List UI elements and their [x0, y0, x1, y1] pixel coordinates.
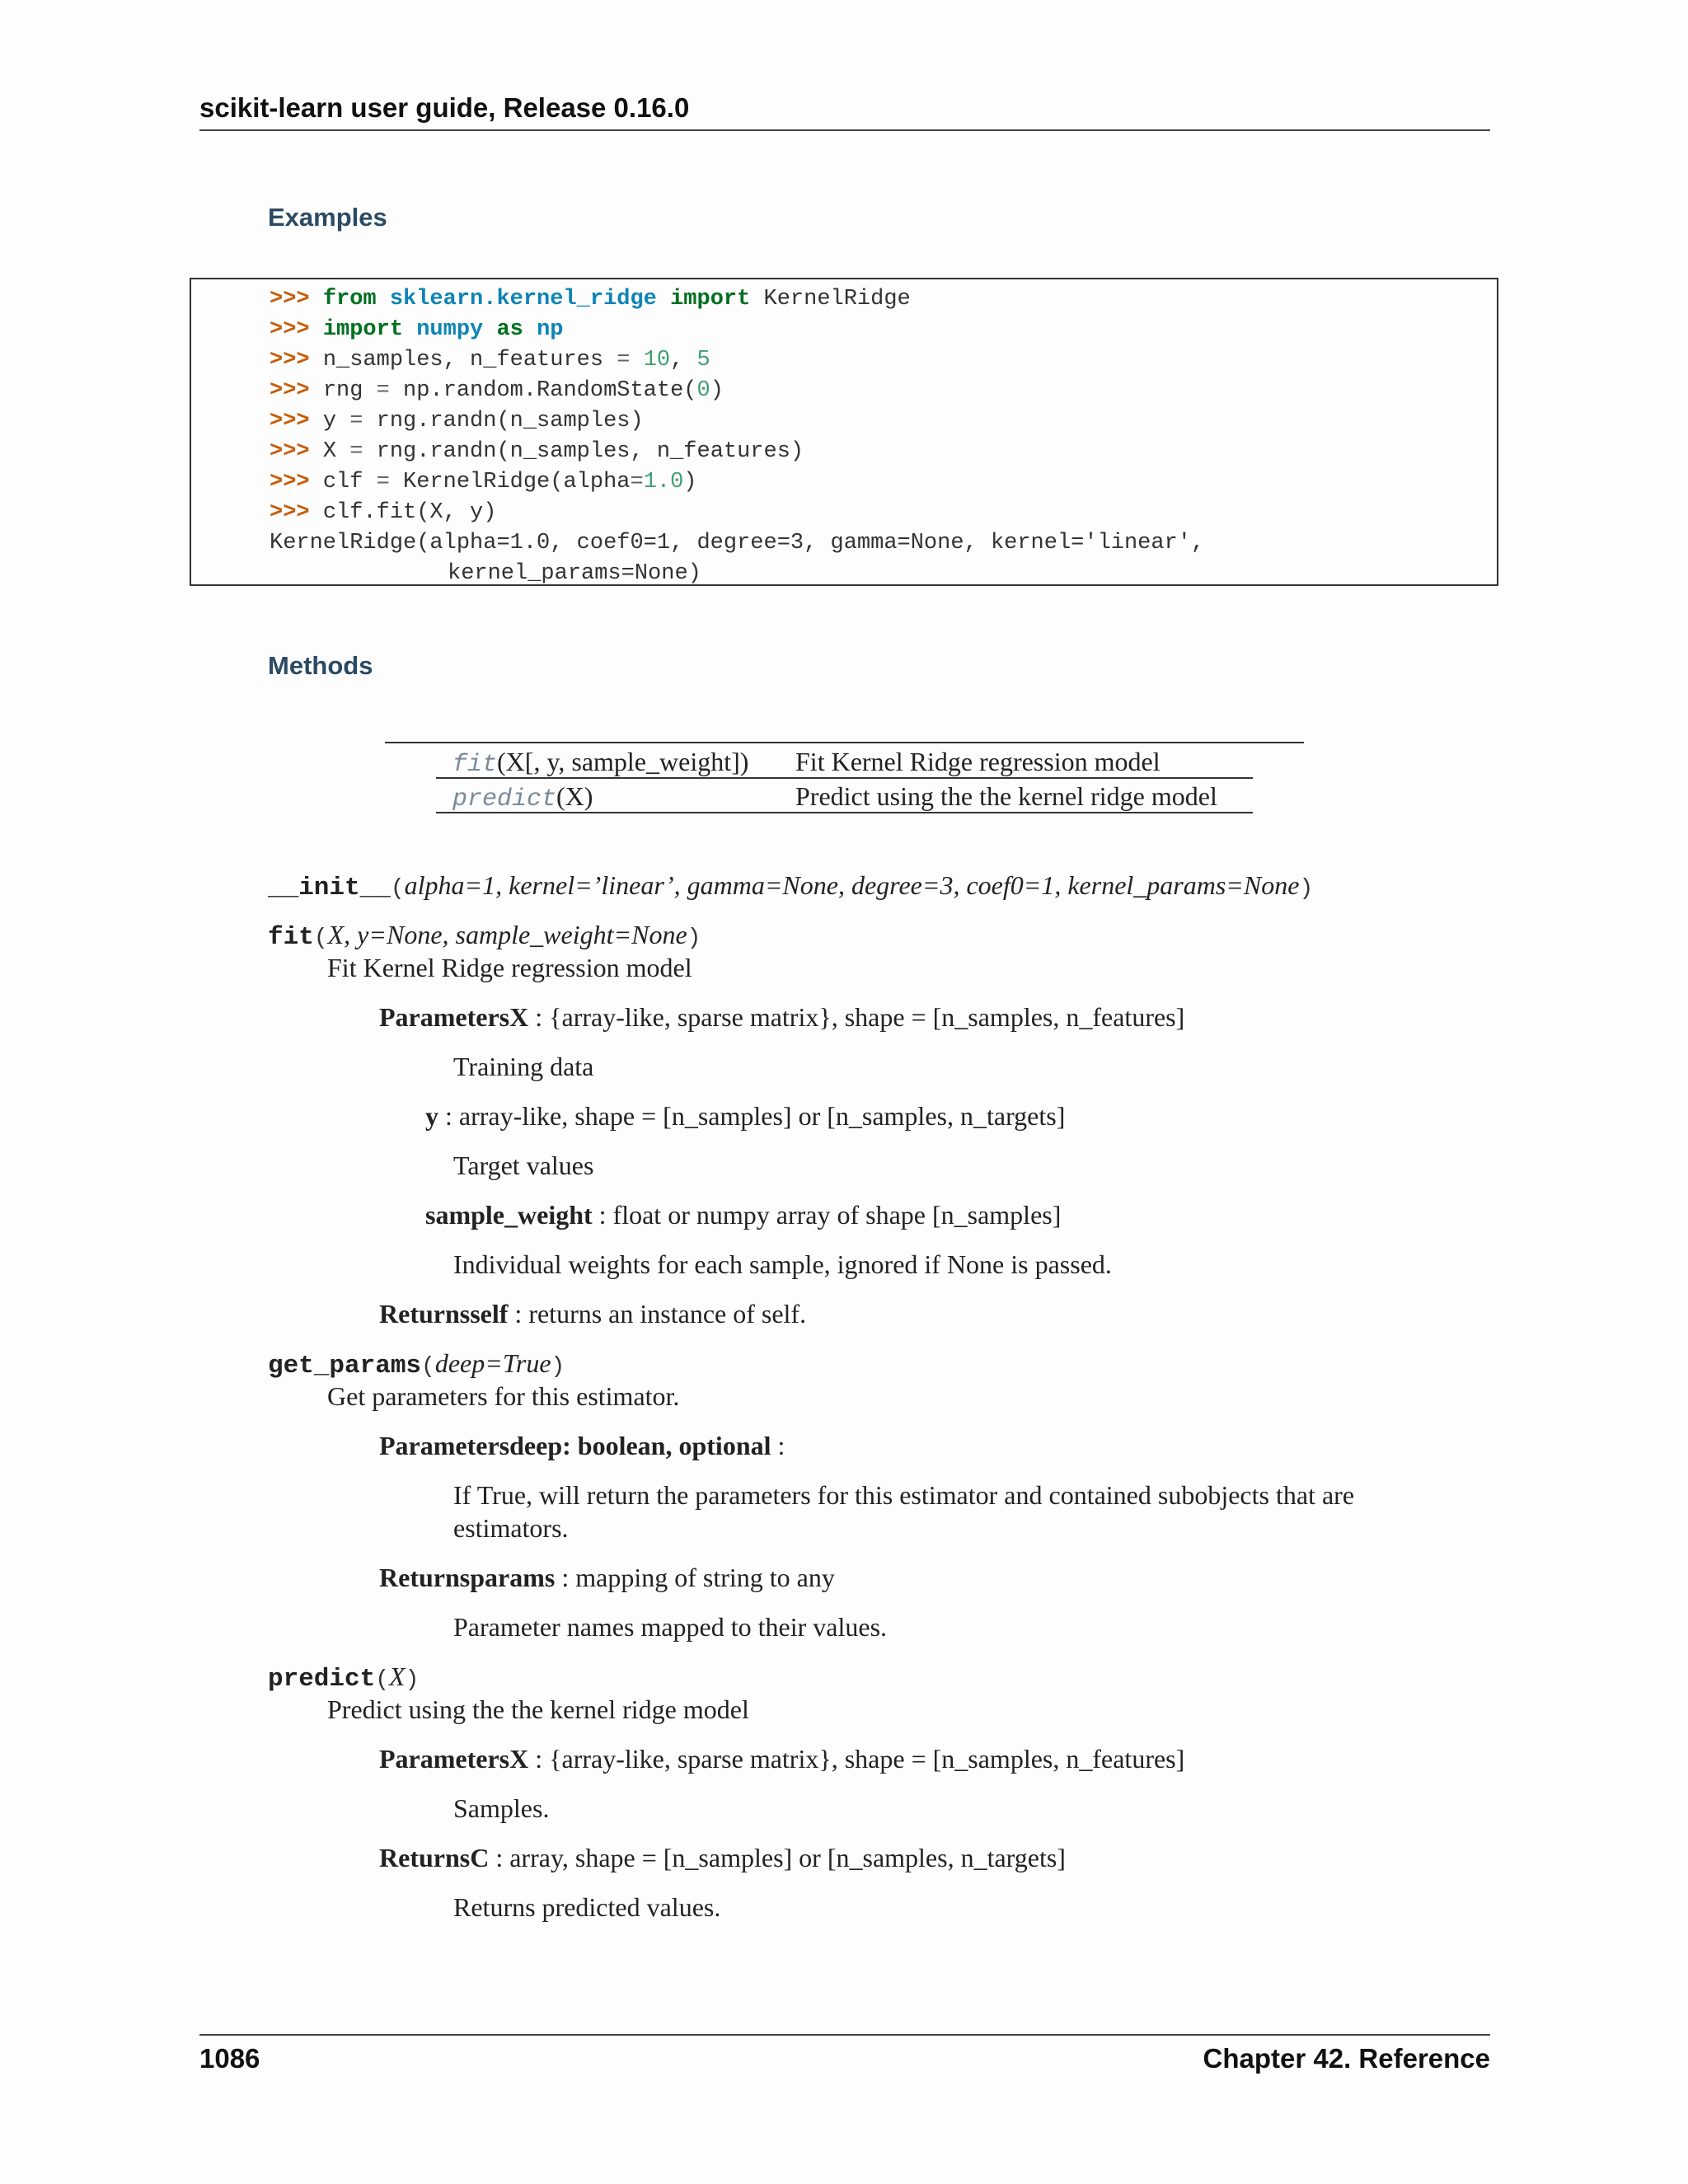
code-prompt: >>>: [270, 500, 310, 525]
code-operator: =: [349, 409, 363, 434]
code-text: rng: [322, 378, 363, 403]
method-summary: Get parameters for this estimator.: [327, 1381, 680, 1411]
returns-label: ReturnsC: [379, 1843, 490, 1872]
param-description: Samples.: [453, 1793, 550, 1823]
method-link-fit[interactable]: fit: [452, 751, 498, 779]
param-label: Parametersdeep: boolean, optional: [379, 1431, 771, 1460]
code-line: [270, 408, 644, 434]
param-description: Individual weights for each sample, ignored if None is passed.: [453, 1249, 1112, 1279]
predict-signature: [268, 1661, 419, 1694]
get-params-signature: [268, 1348, 565, 1380]
footer-rule: [199, 2034, 1490, 2036]
code-line: [270, 469, 697, 495]
code-prompt: >>>: [270, 439, 310, 464]
returns-entry: [379, 1563, 835, 1593]
code-prompt: >>>: [270, 470, 310, 494]
fit-signature: [268, 920, 701, 952]
code-operator: =: [617, 348, 631, 373]
code-number: 0: [696, 378, 710, 403]
paren: (: [313, 926, 328, 951]
paren: (: [375, 1667, 390, 1693]
code-text: y: [322, 409, 337, 434]
code-text: ,: [670, 348, 684, 373]
method-args: (X[, y, sample_weight]): [497, 747, 749, 776]
paren: ): [551, 1354, 565, 1380]
code-line: [270, 499, 496, 526]
code-prompt: >>>: [270, 378, 310, 403]
param-type: : array-like, shape = [n_samples] or [n_samples, n_targets]: [438, 1101, 1066, 1131]
method-cell: [452, 781, 593, 813]
param-type: :: [771, 1431, 785, 1460]
code-module: numpy: [416, 317, 484, 342]
param-label: ParametersX: [379, 1002, 529, 1032]
paren: ): [1299, 876, 1314, 902]
code-line: [270, 377, 724, 404]
returns-label: Returnsparams: [379, 1563, 556, 1592]
code-prompt: >>>: [270, 317, 310, 342]
paren: ): [405, 1667, 420, 1693]
code-line: [270, 438, 804, 465]
code-text: KernelRidge(alpha: [403, 470, 631, 494]
code-output: kernel_params=None): [448, 561, 701, 586]
code-keyword: import: [670, 287, 751, 312]
param-type: : float or numpy array of shape [n_samples]: [592, 1200, 1062, 1230]
param-entry: [425, 1101, 1065, 1132]
code-number: 5: [696, 348, 710, 373]
param-description: Training data: [453, 1052, 594, 1081]
param-entry: [379, 1744, 1184, 1774]
method-name: fit: [268, 923, 314, 952]
method-description: Fit Kernel Ridge regression model: [795, 747, 1160, 776]
param-description: If True, will return the parameters for this estimator and contained subobjects that are estimators.: [453, 1480, 1355, 1543]
method-name: predict: [268, 1665, 376, 1694]
code-text: n_samples, n_features: [322, 348, 604, 373]
methods-heading: Methods: [268, 651, 373, 680]
returns-description: Parameter names mapped to their values.: [453, 1612, 888, 1642]
code-operator: =: [376, 378, 390, 403]
method-name: __init__: [268, 874, 391, 902]
code-module: sklearn.kernel_ridge: [389, 287, 657, 312]
param-type: : {array-like, sparse matrix}, shape = [n_samples, n_features]: [528, 1002, 1185, 1032]
method-args: (X): [556, 781, 593, 811]
returns-entry: [379, 1299, 806, 1329]
code-line: [270, 286, 911, 312]
method-description: Predict using the the kernel ridge model: [795, 781, 1217, 811]
table-bottom-rule: [436, 812, 1253, 813]
code-text: ): [710, 378, 724, 403]
code-keyword: as: [496, 317, 523, 342]
header-rule: [199, 129, 1490, 131]
code-example-block: [190, 278, 1498, 586]
param-description: Target values: [453, 1151, 594, 1180]
running-header: scikit-learn user guide, Release 0.16.0: [199, 92, 690, 123]
method-params: alpha=1, kernel=’linear’, gamma=None, degree=3, coef0=1, kernel_params=None: [404, 870, 1300, 900]
returns-entry: [379, 1843, 1066, 1873]
param-type: : {array-like, sparse matrix}, shape = [n_samples, n_features]: [528, 1744, 1185, 1774]
code-text: clf: [322, 470, 363, 494]
code-text: rng.randn(n_samples): [376, 409, 644, 434]
code-text: ): [683, 470, 697, 494]
code-number: 1.0: [643, 470, 684, 494]
code-keyword: import: [322, 317, 404, 342]
param-entry: [379, 1431, 785, 1461]
returns-label: Returnsself: [379, 1299, 509, 1329]
param-label: sample_weight: [425, 1200, 593, 1230]
method-summary: Predict using the the kernel ridge model: [327, 1694, 749, 1724]
code-operator: =: [376, 470, 390, 494]
paren: (: [390, 876, 405, 902]
code-prompt: >>>: [270, 287, 310, 312]
code-output: KernelRidge(alpha=1.0, coef0=1, degree=3, gamma=None, kernel='linear',: [270, 531, 1205, 555]
code-name: KernelRidge: [763, 287, 911, 312]
method-cell: [452, 747, 748, 779]
table-row: [436, 778, 1253, 811]
code-operator: =: [630, 470, 644, 494]
paren: ): [687, 926, 701, 951]
chapter-title: Chapter 42. Reference: [1203, 2043, 1490, 2074]
code-text: X: [322, 439, 337, 464]
examples-heading: Examples: [268, 203, 387, 232]
returns-type: : mapping of string to any: [555, 1563, 835, 1592]
code-prompt: >>>: [270, 348, 310, 373]
table-row: [436, 743, 1253, 779]
returns-type: : array, shape = [n_samples] or [n_samples, n_targets]: [489, 1843, 1066, 1872]
code-keyword: from: [322, 287, 377, 312]
paren: (: [421, 1354, 435, 1380]
code-line: [270, 347, 710, 373]
code-module: np: [537, 317, 564, 342]
code-line: [270, 316, 563, 343]
page-number: 1086: [199, 2043, 260, 2074]
code-text: clf.fit(X, y): [322, 500, 497, 525]
method-params: deep=True: [434, 1348, 551, 1378]
method-name: get_params: [268, 1352, 422, 1380]
method-link-predict[interactable]: predict: [452, 785, 557, 813]
code-number: 10: [643, 348, 671, 373]
param-entry: [425, 1200, 1061, 1230]
code-text: np.random.RandomState(: [403, 378, 697, 403]
param-label: y: [425, 1101, 438, 1131]
returns-description: Returns predicted values.: [453, 1892, 721, 1922]
code-text: rng.randn(n_samples, n_features): [376, 439, 804, 464]
method-params: X: [389, 1661, 406, 1691]
code-operator: =: [349, 439, 363, 464]
returns-type: : returns an instance of self.: [508, 1299, 807, 1329]
code-prompt: >>>: [270, 409, 310, 434]
param-entry: [379, 1002, 1184, 1033]
method-params: X, y=None, sample_weight=None: [327, 920, 687, 949]
param-label: ParametersX: [379, 1744, 529, 1774]
init-signature: [268, 870, 1313, 902]
method-summary: Fit Kernel Ridge regression model: [327, 953, 692, 982]
